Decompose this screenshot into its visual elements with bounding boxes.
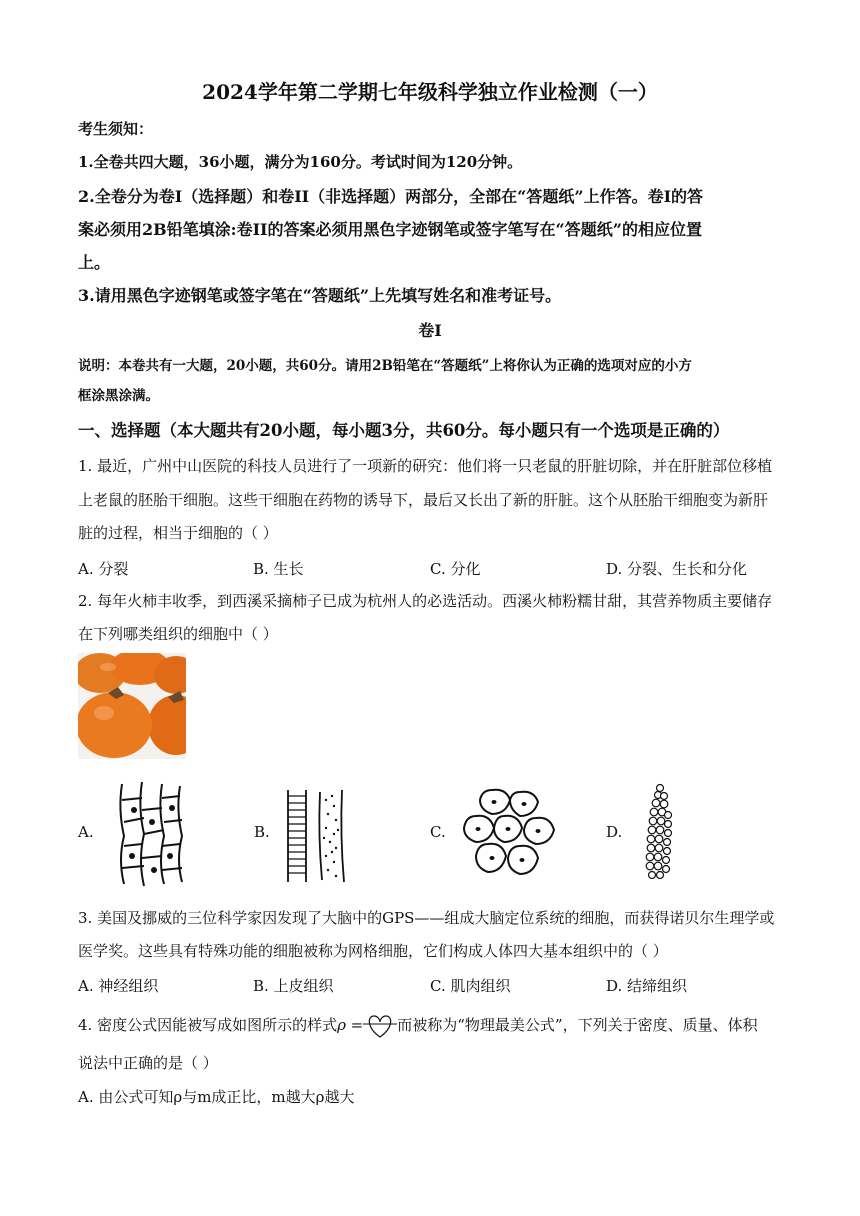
q2-option-a: A. — [78, 823, 94, 841]
q3-option-a: A. 神经组织 — [78, 977, 159, 995]
notice-item-2-line-1: 2.全卷分为卷I（选择题）和卷II（非选择题）两部分，全部在“答题纸”上作答。卷I的答 — [78, 187, 704, 206]
q4-option-a: A. 由公式可知ρ与m成正比，m越大ρ越大 — [78, 1088, 355, 1106]
notice-heading: 考生须知： — [78, 120, 154, 138]
page-title: 2024学年第二学期七年级科学独立作业检测（一） — [202, 80, 658, 104]
q4-line-1-pre: 4. 密度公式因能被写成如图所示的样式 — [78, 1016, 338, 1034]
q1-option-a: A. 分裂 — [78, 560, 129, 578]
q3-option-b: B. 上皮组织 — [253, 977, 334, 995]
notice-item-2-line-3: 上。 — [78, 253, 111, 272]
q3-line-1: 3. 美国及挪威的三位科学家因发现了大脑中的GPS——组成大脑定位系统的细胞，而获得诺贝尔生理学或 — [78, 909, 775, 927]
diagram-b-tissue — [282, 786, 348, 886]
q2-option-d: D. — [606, 823, 623, 841]
q1-option-d: D. 分裂、生长和分化 — [606, 560, 748, 578]
q4-line-1 — [78, 1014, 790, 1038]
q1-line-1: 1. 最近，广州中山医院的科技人员进行了一项新的研究：他们将一只老鼠的肝脏切除，并在肝脏部位移植 — [78, 457, 773, 475]
q1-line-2: 上老鼠的胚胎干细胞。这些干细胞在药物的诱导下，最后又长出了新的肝脏。这个从胚胎干细胞变为新肝 — [78, 491, 769, 509]
notice-item-2-line-2: 案必须用2B铅笔填涂:卷II的答案必须用黑色字迹钢笔或签字笔写在“答题纸”的相应位置 — [78, 220, 702, 239]
volume-note-line-1: 说明：本卷共有一大题，20小题，共60分。请用2B铅笔在“答题纸”上将你认为正确的选项对应的小方 — [78, 358, 692, 374]
q2-line-1: 2. 每年火柿丰收季，到西溪采摘柿子已成为杭州人的必选活动。西溪火柿粉糯甘甜，其营养物质主要储存 — [78, 592, 773, 610]
q4-rho-equals: ρ = — [337, 1016, 364, 1034]
q3-option-d: D. 结缔组织 — [606, 977, 688, 995]
q1-option-b: B. 生长 — [253, 560, 304, 578]
volume-note-line-2: 框涂黑涂满。 — [78, 388, 159, 404]
q1-option-c: C. 分化 — [430, 560, 481, 578]
q2-line-2: 在下列哪类组织的细胞中（ ） — [78, 625, 278, 643]
notice-item-1: 1.全卷共四大题，36小题，满分为160分。考试时间为120分钟。 — [78, 153, 523, 171]
q3-line-2: 医学奖。这些具有特殊功能的细胞被称为网格细胞，它们构成人体四大基本组织中的（ ） — [78, 942, 668, 960]
heart-fraction-icon — [363, 1014, 397, 1038]
diagram-d-tissue — [642, 782, 678, 882]
q3-option-c: C. 肌肉组织 — [430, 977, 511, 995]
persimmon-photo — [78, 653, 186, 759]
q2-option-c: C. — [430, 823, 446, 841]
notice-item-3: 3.请用黑色字迹钢笔或签字笔在“答题纸”上先填写姓名和准考证号。 — [78, 286, 562, 305]
section-heading: 一、选择题（本大题共有20小题，每小题3分，共60分。每小题只有一个选项是正确的） — [78, 421, 730, 440]
diagram-a-tissue — [112, 780, 190, 888]
volume-title: 卷I — [418, 321, 442, 340]
q4-line-1-post: 而被称为“物理最美公式”，下列关于密度、质量、体积 — [397, 1016, 758, 1034]
q4-line-2: 说法中正确的是（ ） — [78, 1054, 218, 1072]
q1-options — [78, 558, 778, 578]
q2-option-b: B. — [254, 823, 270, 841]
diagram-c-tissue — [462, 786, 558, 878]
q3-options — [78, 975, 778, 995]
q1-line-3: 脏的过程，相当于细胞的（ ） — [78, 524, 278, 542]
